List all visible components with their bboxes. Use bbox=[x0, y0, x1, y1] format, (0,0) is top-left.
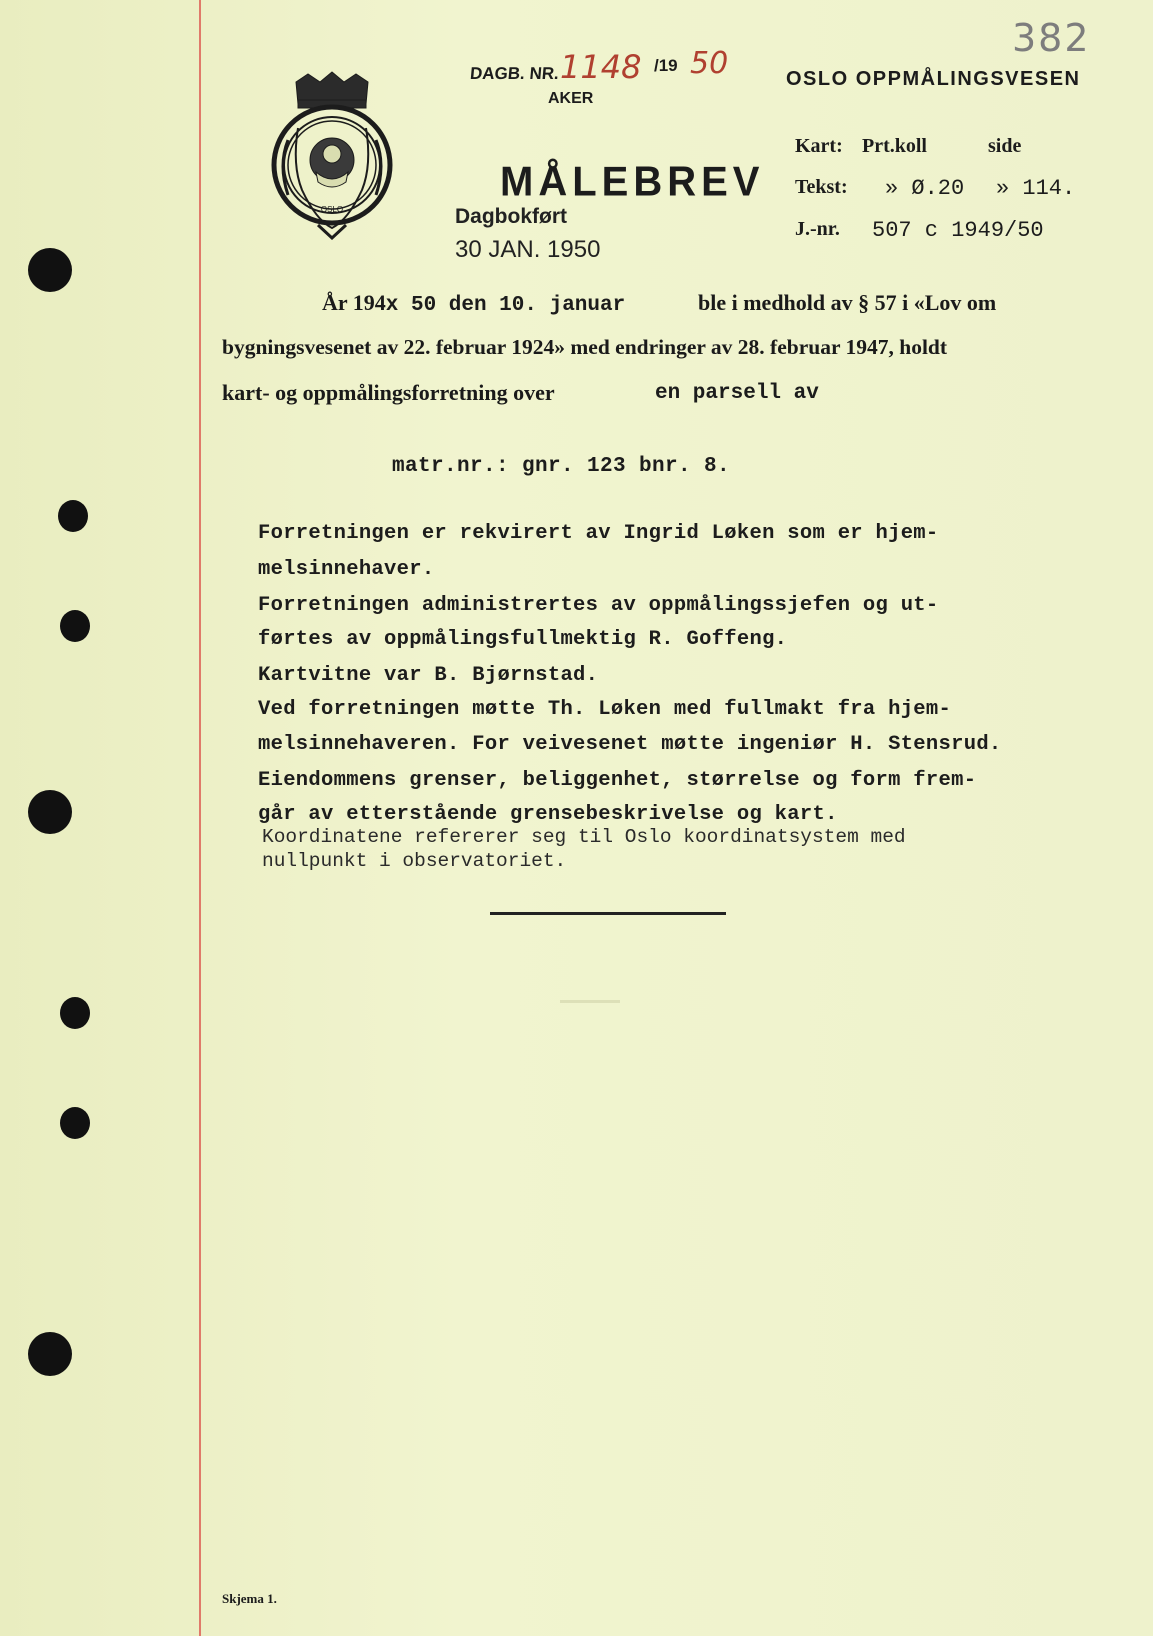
body-line: går av etterstående grensebeskrivelse og kart. bbox=[258, 803, 838, 826]
page-number: 382 bbox=[1012, 16, 1091, 60]
intro-year-prefix: År 194 bbox=[322, 290, 386, 315]
body-line: Kartvitne var B. Bjørnstad. bbox=[258, 664, 599, 687]
coordinate-note-line: nullpunkt i observatoriet. bbox=[262, 850, 567, 872]
dagbok-number: 1148 bbox=[560, 48, 642, 86]
kart-label: Kart: bbox=[795, 135, 843, 157]
tekst-side: » 114. bbox=[996, 176, 1076, 201]
closing-rule bbox=[490, 912, 726, 915]
body-line: melsinnehaver. bbox=[258, 558, 435, 581]
binder-hole bbox=[28, 1332, 72, 1376]
body-line: melsinnehaveren. For veivesenet møtte ingeniør H. Stensrud. bbox=[258, 733, 1002, 756]
bleed-through-mark bbox=[560, 1000, 620, 1003]
coordinate-note-line: Koordinatene refererer seg til Oslo koordinatsystem med bbox=[262, 826, 906, 848]
dagbok-year-prefix: /19 bbox=[654, 56, 678, 75]
dagbok-year: 50 bbox=[690, 46, 729, 81]
intro-line-3: kart- og oppmålingsforretning over bbox=[222, 380, 555, 405]
jnr-label: J.-nr. bbox=[795, 218, 840, 240]
form-number: Skjema 1. bbox=[222, 1591, 277, 1606]
matrikkel-number: matr.nr.: gnr. 123 bnr. 8. bbox=[392, 455, 731, 478]
intro-line-1-rest: ble i medhold av § 57 i «Lov om bbox=[698, 290, 997, 315]
intro-parcel: en parsell av bbox=[655, 382, 819, 405]
tekst-label: Tekst: bbox=[795, 176, 848, 198]
binder-hole bbox=[60, 610, 90, 642]
body-line: Ved forretningen møtte Th. Løken med fullmakt fra hjem- bbox=[258, 698, 952, 721]
binder-hole bbox=[60, 997, 90, 1029]
intro-line-2: bygningsvesenet av 22. februar 1924» med endringer av 28. februar 1947, holdt bbox=[222, 335, 948, 359]
binder-hole bbox=[58, 500, 88, 532]
dagbok-place: AKER bbox=[548, 90, 594, 107]
binder-hole bbox=[60, 1107, 90, 1139]
protokoll-label: Prt.koll bbox=[862, 135, 927, 157]
tekst-protokoll: » Ø.20 bbox=[885, 176, 965, 201]
body-line: Forretningen er rekvirert av Ingrid Løken som er hjem- bbox=[258, 522, 939, 545]
oslo-coat-of-arms-seal bbox=[268, 70, 396, 240]
intro-date: x 50 den 10. januar bbox=[385, 294, 626, 317]
body-line: Forretningen administrertes av oppmålingssjefen og ut- bbox=[258, 594, 939, 617]
jnr-value: 507 c 1949/50 bbox=[872, 218, 1044, 243]
binder-hole bbox=[28, 248, 72, 292]
journal-stamp-date: 30 JAN. 1950 bbox=[455, 236, 601, 263]
body-line: førtes av oppmålingsfullmektig R. Goffeng. bbox=[258, 628, 788, 651]
journal-stamp-label: Dagbokført bbox=[455, 205, 567, 228]
binder-hole bbox=[28, 790, 72, 834]
document-title: MÅLEBREV bbox=[500, 158, 765, 206]
svg-text:OSLO: OSLO bbox=[320, 205, 344, 214]
intro-line-1 bbox=[322, 290, 625, 317]
red-margin-line bbox=[199, 0, 201, 1636]
body-line: Eiendommens grenser, beliggenhet, størrelse og form frem- bbox=[258, 769, 977, 792]
dagbok-label: DAGB. NR. bbox=[469, 64, 560, 83]
office-name: OSLO OPPMÅLINGSVESEN bbox=[786, 68, 1081, 90]
side-label: side bbox=[988, 135, 1022, 157]
